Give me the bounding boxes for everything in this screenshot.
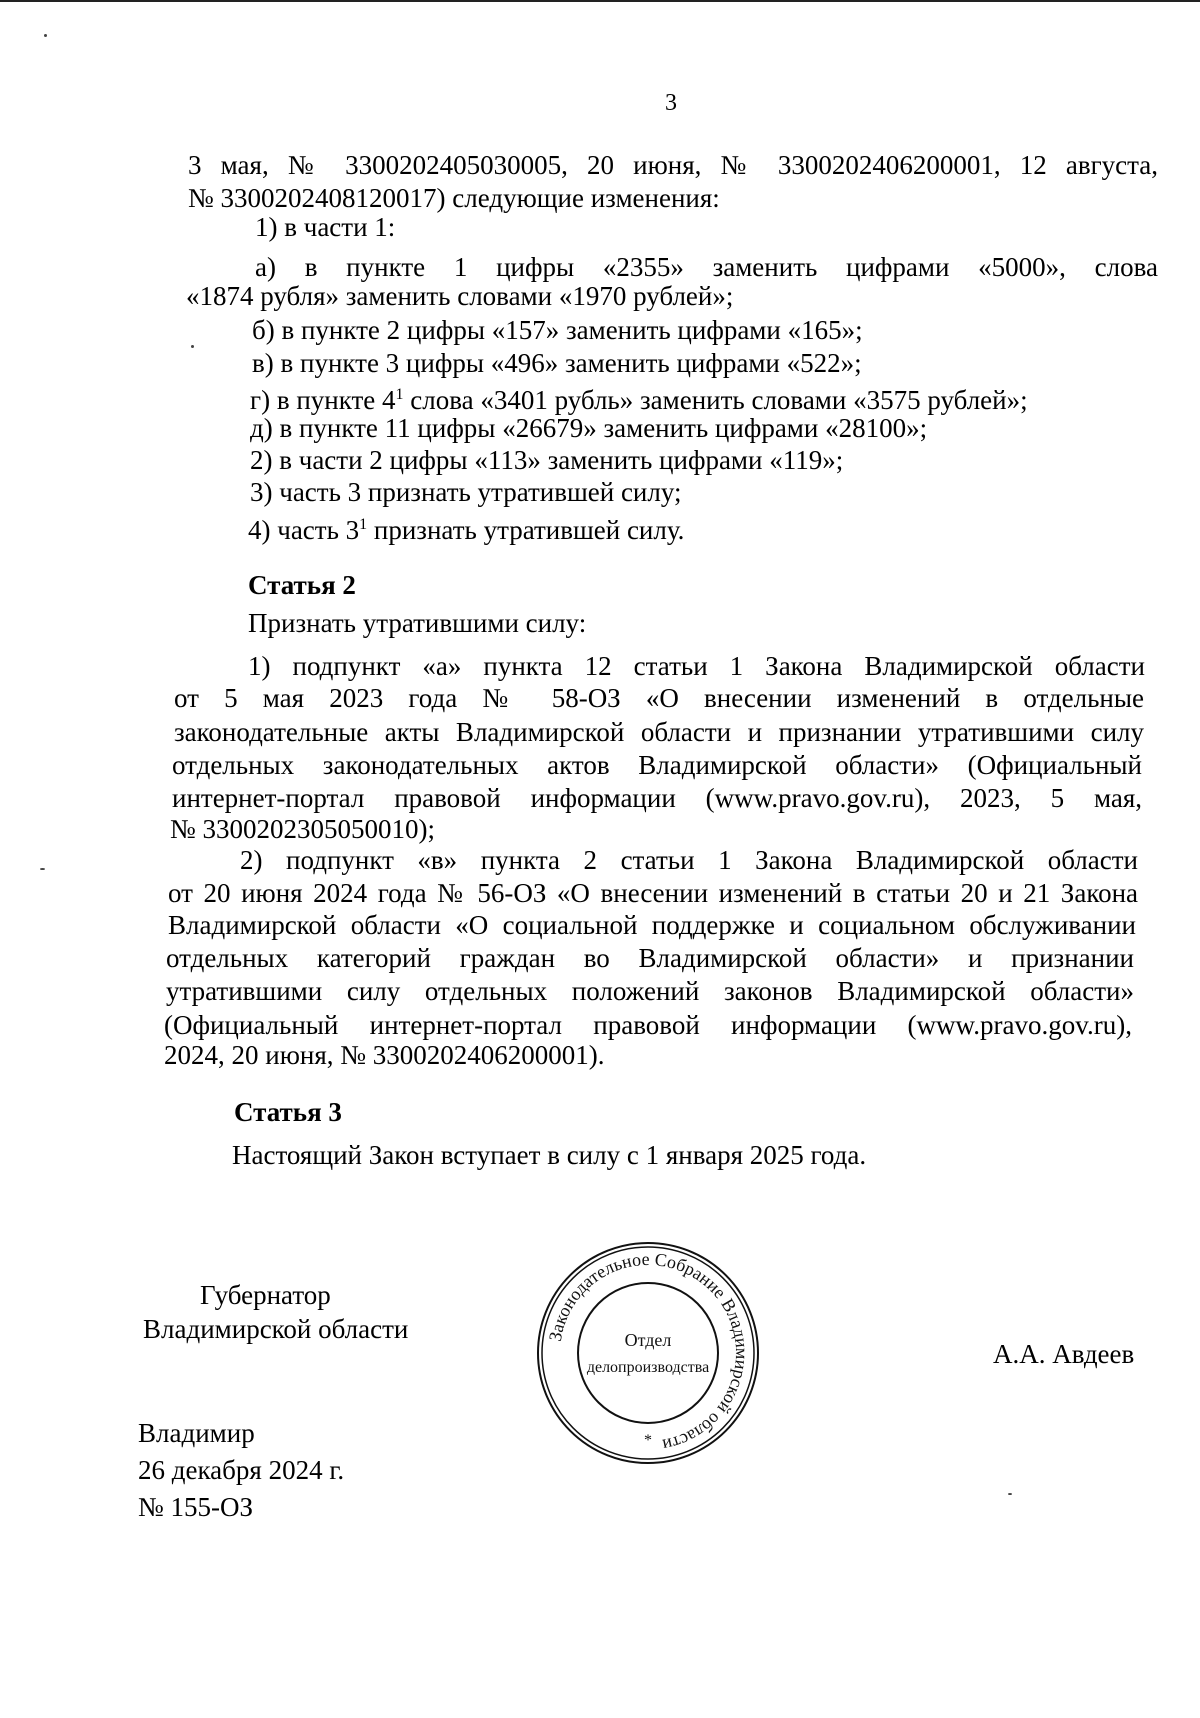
paragraph-line: от 5 мая 2023 года № 58-ОЗ «О внесении изменений в отдельные bbox=[174, 683, 1144, 713]
paragraph-line: Настоящий Закон вступает в силу с 1 января 2025 года. bbox=[232, 1140, 867, 1170]
paragraph-line: отдельных категорий граждан во Владимирской области» и признании bbox=[166, 943, 1134, 973]
official-seal bbox=[535, 1240, 761, 1466]
list-item: д) в пункте 11 цифры «26679» заменить цифрами «28100»; bbox=[250, 413, 928, 443]
signing-date: 26 декабря 2024 г. bbox=[138, 1455, 345, 1485]
list-item: 4) часть $3^1$ признать утратившей силу. bbox=[248, 515, 685, 545]
paragraph-line: № 3300202305050010); bbox=[170, 814, 436, 844]
law-number: № 155-ОЗ bbox=[138, 1492, 254, 1522]
paragraph-line: законодательные акты Владимирской области и признании утратившими силу bbox=[174, 717, 1144, 747]
seal-star: * bbox=[644, 1432, 652, 1449]
list-item: 1) в части 1: bbox=[255, 212, 396, 242]
paragraph-line: от 20 июня 2024 года № 56-ОЗ «О внесении изменений в статьи 20 и 21 Закона bbox=[168, 878, 1138, 908]
paragraph-line: утратившими силу отдельных положений законов Владимирской области» bbox=[166, 976, 1134, 1006]
paragraph-line: (Официальный интернет-портал правовой информации (www.pravo.gov.ru), bbox=[164, 1010, 1132, 1040]
scan-speck bbox=[1008, 1493, 1012, 1495]
page-number: 3 bbox=[665, 90, 677, 116]
scan-speck bbox=[44, 34, 47, 37]
scan-speck bbox=[191, 345, 194, 348]
seal-ring-text: Законодательное Собрание Владимирской области bbox=[544, 1248, 753, 1456]
paragraph-line: № 3300202408120017) следующие изменения: bbox=[188, 183, 720, 213]
list-item: г) в пункте $4^1$ слова «3401 рубль» заменить словами «3575 рублей»; bbox=[250, 385, 1028, 415]
list-item: 2) в части 2 цифры «113» заменить цифрами «119»; bbox=[250, 445, 844, 475]
paragraph-line: «1874 рубля» заменить словами «1970 рублей»; bbox=[186, 281, 734, 311]
article-heading: Статья 2 bbox=[248, 570, 356, 600]
signatory-name: А.А. Авдеев bbox=[993, 1339, 1135, 1369]
list-item: а) в пункте 1 цифры «2355» заменить цифрами «5000», слова bbox=[255, 252, 1158, 282]
seal-center-text: делопроизводства bbox=[586, 1359, 710, 1376]
signatory-position: Губернатор bbox=[200, 1280, 331, 1310]
scan-top-edge bbox=[0, 0, 1200, 2]
list-item: 2) подпункт «в» пункта 2 статьи 1 Закона Владимирской области bbox=[240, 845, 1138, 875]
list-item: в) в пункте 3 цифры «496» заменить цифрами «522»; bbox=[252, 348, 862, 378]
place-of-signing: Владимир bbox=[138, 1418, 255, 1448]
paragraph-line: 2024, 20 июня, № 3300202406200001). bbox=[164, 1040, 605, 1070]
list-item: б) в пункте 2 цифры «157» заменить цифрами «165»; bbox=[252, 315, 863, 345]
paragraph-line: отдельных законодательных актов Владимирской области» (Официальный bbox=[172, 750, 1142, 780]
seal-center-text: Отдел bbox=[624, 1330, 672, 1350]
scan-speck bbox=[40, 868, 45, 870]
list-item: 1) подпункт «а» пункта 12 статьи 1 Закона Владимирской области bbox=[248, 651, 1145, 681]
signatory-position: Владимирской области bbox=[143, 1314, 409, 1344]
paragraph-line: Владимирской области «О социальной поддержке и социальном обслуживании bbox=[168, 910, 1136, 940]
article-heading: Статья 3 bbox=[234, 1097, 342, 1127]
paragraph-line: 3 мая, № 3300202405030005, 20 июня, № 3300202406200001, 12 августа, bbox=[188, 150, 1158, 180]
paragraph-line: Признать утратившими силу: bbox=[248, 608, 587, 638]
paragraph-line: интернет-портал правовой информации (www.pravo.gov.ru), 2023, 5 мая, bbox=[172, 783, 1142, 813]
list-item: 3) часть 3 признать утратившей силу; bbox=[250, 477, 682, 507]
